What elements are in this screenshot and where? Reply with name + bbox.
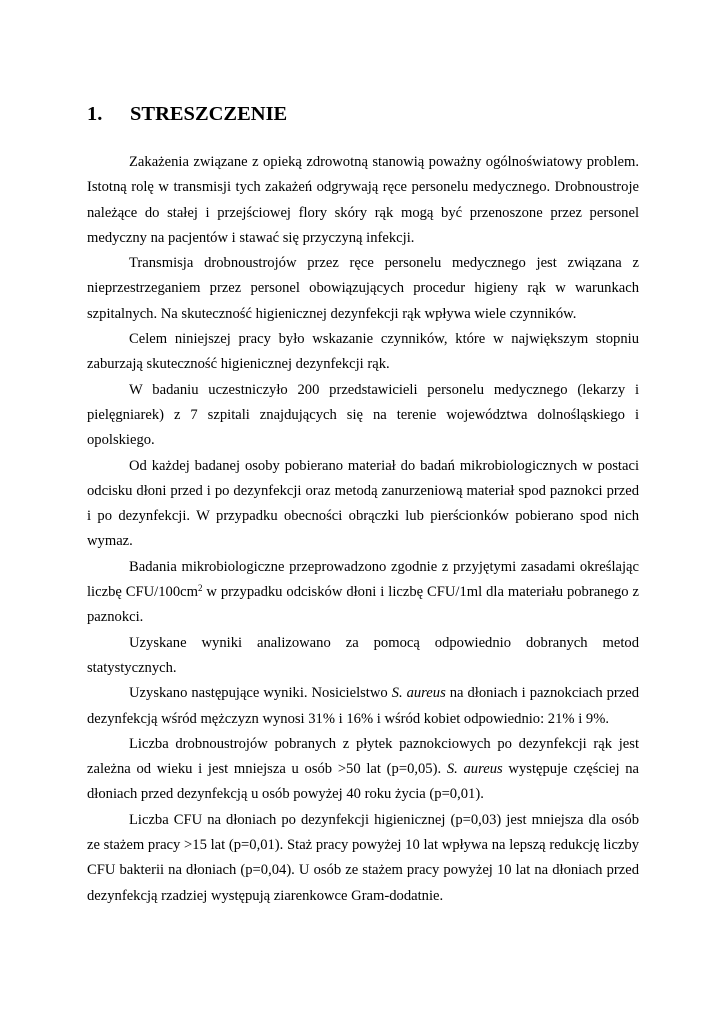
paragraph-8 [87, 681, 639, 732]
paragraph-6-text-a: Badania mikrobiologiczne przeprowadzono zgodnie z przyjętymi zasadami określając liczbę CFU/100cm [87, 558, 639, 601]
paragraph-10: Liczba CFU na dłoniach po dezynfekcji higienicznej (p=0,03) jest mniejsza dla osób ze stażem pracy >15 lat (p=0,01). Staż pracy powyżej 10 lat wpływa na lepszą redukcję liczby CFU bakterii na dłoniach (p=0,04). U osób ze stażem pracy powyżej 10 lat na dłoniach przed dezynfekcją rzadziej występują ziarenkowce Gram-dodatnie. [87, 811, 639, 904]
paragraph-6-text-b: w przypadku odcisków dłoni i liczbę CFU/1ml dla materiału pobranego z paznokci. [87, 584, 639, 626]
paragraph-8-text-a: Uzyskano następujące wyniki. Nosicielstwo [129, 685, 392, 702]
species-name: S. aureus [446, 761, 503, 778]
abstract-body [87, 150, 639, 909]
section-number: 1. [87, 103, 103, 125]
paragraph-9 [87, 732, 639, 808]
paragraph-6 [87, 555, 639, 631]
section-heading [87, 100, 287, 128]
paragraph-9-text-a: Liczba drobnoustrojów pobranych z płytek paznokciowych po dezynfekcji rąk jest zależna od wieku i jest mniejsza u osób >50 lat (p=0,05). [87, 735, 639, 778]
paragraph-5: Od każdej badanej osoby pobierano materiał do badań mikrobiologicznych w postaci odcisku dłoni przed i po dezynfekcji oraz metodą zanurzeniową materiał spod paznokci przed i po dezynfekcji. W przypadku obecności obrączki lub pierścionków pobierano spod nich wymaz. [87, 457, 639, 550]
paragraph-3: Celem niniejszej pracy było wskazanie czynników, które w największym stopniu zaburzają skuteczność higienicznej dezynfekcji rąk. [87, 331, 639, 373]
paragraph-7: Uzyskane wyniki analizowano za pomocą odpowiednio dobranych metod statystycznych. [87, 634, 639, 676]
paragraph-2: Transmisja drobnoustrojów przez ręce personelu medycznego jest związana z nieprzestrzeganiem przez personel obowiązujących procedur higieny rąk w warunkach szpitalnych. Na skuteczność higienicznej dezynfekcji rąk wpływa wiele czynników. [87, 255, 639, 322]
superscript-2: 2 [197, 583, 203, 594]
paragraph-1: Zakażenia związane z opieką zdrowotną stanowią poważny ogólnoświatowy problem. Istotną rolę w transmisji tych zakażeń odgrywają ręce personelu medycznego. Drobnoustroje należące do stałej i przejściowej flory skóry rąk mogą być przenoszone przez personel medyczny na pacjentów i stawać się przyczyną infekcji. [87, 154, 639, 246]
paragraph-8-text-b: na dłoniach i paznokciach przed dezynfekcją wśród mężczyzn wynosi 31% i 16% i wśród kobiet odpowiednio: 21% i 9%. [87, 685, 639, 727]
paragraph-9-text-b: występuje częściej na dłoniach przed dezynfekcją u osób powyżej 40 roku życia (p=0,01). [87, 761, 639, 803]
section-title: STRESZCZENIE [130, 103, 288, 125]
species-name: S. aureus [391, 685, 446, 702]
paragraph-4: W badaniu uczestniczyło 200 przedstawicieli personelu medycznego (lekarzy i pielęgniarek) z 7 szpitali znajdujących się na terenie województwa dolnośląskiego i opolskiego. [87, 381, 639, 449]
